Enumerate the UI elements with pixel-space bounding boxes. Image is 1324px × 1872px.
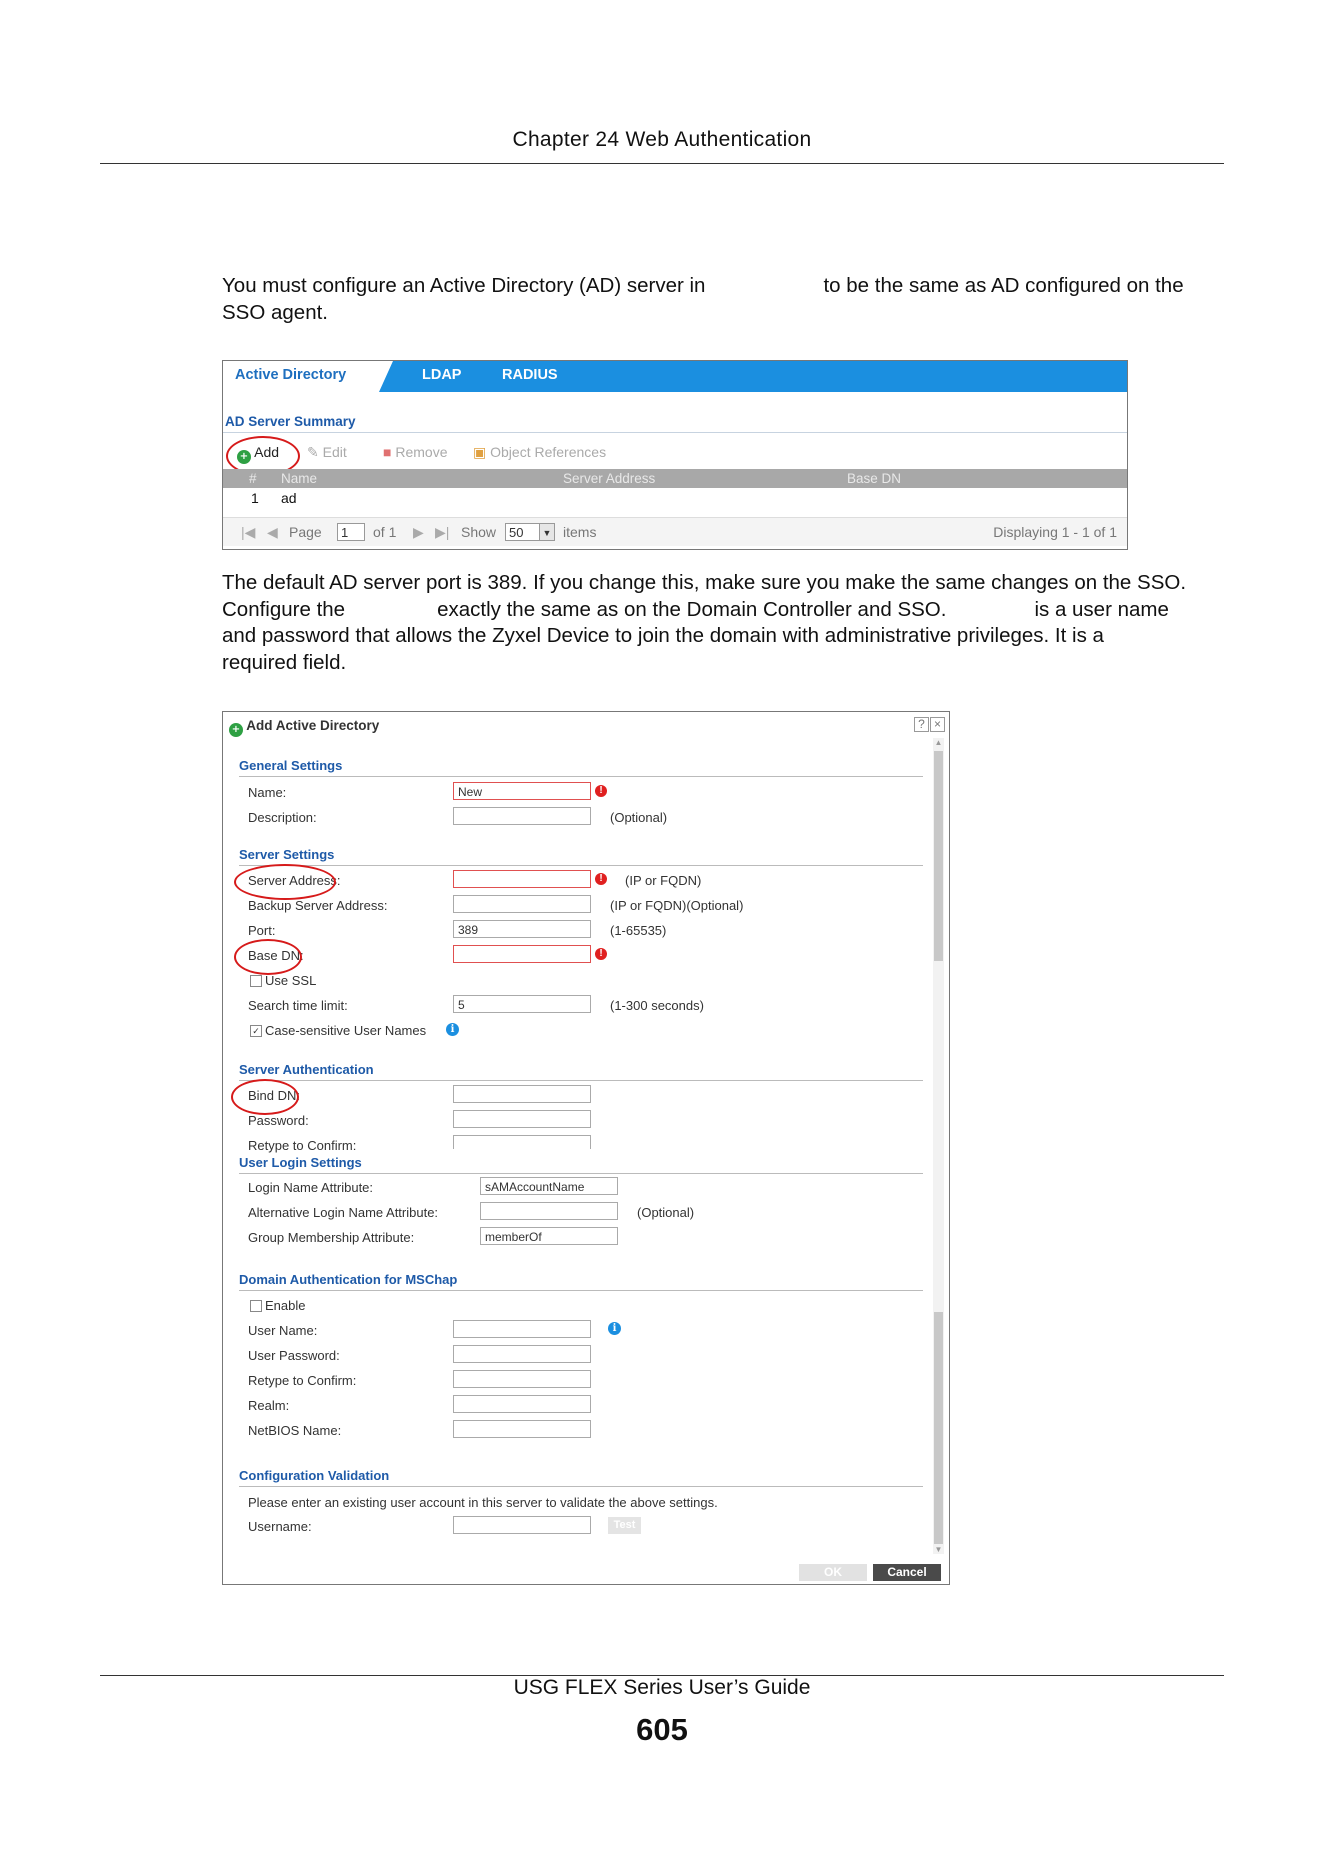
retype-confirm-input[interactable] [453,1135,591,1149]
page-size-value: 50 [509,525,524,540]
enable-checkbox[interactable] [250,1300,262,1312]
user-password-input[interactable] [453,1345,591,1363]
row-number: 1 [251,490,259,506]
netbios-name-label: NetBIOS Name: [248,1423,342,1438]
username-label: Username: [248,1519,312,1534]
realm-input[interactable] [453,1395,591,1413]
page-number: 605 [636,1712,688,1747]
user-name-input[interactable] [453,1320,591,1338]
server-settings-title: Server Settings [239,847,335,862]
retype-confirm-input[interactable] [453,1370,591,1388]
search-time-limit-hint: (1-300 seconds) [610,998,704,1013]
section-divider [239,1290,923,1291]
ok-button[interactable]: OK [799,1564,867,1581]
page-input[interactable]: 1 [337,523,365,541]
case-sensitive-label: Case-sensitive User Names [265,1023,427,1038]
port-hint: (1-65535) [610,923,667,938]
dialog-title [229,718,379,737]
validation-note: Please enter an existing user account in this server to validate the above settings. [248,1495,718,1510]
search-time-limit-input[interactable]: 5 [453,995,591,1013]
object-references-button[interactable] [473,444,606,461]
user-name-label: User Name: [248,1323,318,1338]
annotation-oval-base-dn [234,939,302,975]
server-address-label: Server Address: [248,873,341,888]
login-name-attribute-label: Login Name Attribute: [248,1180,374,1195]
scroll-down-icon[interactable]: ▼ [934,1545,943,1554]
header-rule [100,163,1224,164]
remove-label: Remove [395,444,448,460]
bind-dn-label: Bind DN: [248,1088,301,1103]
chevron-down-icon: ▼ [539,524,554,540]
page-of: of 1 [373,524,397,540]
section-divider [239,865,923,866]
edit-label: Edit [322,444,347,460]
configuration-validation-title: Configuration Validation [239,1468,390,1483]
para2-line1: The default AD server port is 389. If you change this, make sure you make the same changes on the SSO. [222,571,1187,594]
login-name-attribute-input[interactable]: sAMAccountName [480,1177,618,1195]
add-active-directory-dialog [222,711,950,1585]
page-size-select[interactable] [505,523,555,541]
password-input[interactable] [453,1110,591,1128]
col-server-address[interactable]: Server Address [563,471,656,486]
error-icon: ! [595,948,607,960]
items-label: items [563,524,597,540]
section-divider [239,1486,923,1487]
scroll-up-icon[interactable]: ▲ [934,738,943,747]
tab-ldap[interactable]: LDAP [422,367,462,383]
para2-line2b: exactly the same as on the Domain Controller and SSO. [437,597,947,621]
enable-label: Enable [265,1298,306,1313]
server-authentication-title: Server Authentication [239,1062,374,1077]
description-hint: (Optional) [610,810,668,825]
netbios-name-input[interactable] [453,1420,591,1438]
section-divider [239,1173,923,1174]
info-icon[interactable]: i [608,1322,621,1335]
intro-part1: You must configure an Active Directory (AD) server in [222,274,706,297]
error-icon: ! [595,785,607,797]
base-dn-input[interactable] [453,945,591,963]
alt-login-attribute-hint: (Optional) [637,1205,695,1220]
base-dn-label: Base DN: [248,948,304,963]
intro-part2: to be the same as AD configured on the SSO agent. [222,274,1184,324]
dialog-footer [223,1562,949,1584]
summary-divider [223,432,1127,433]
col-base-dn[interactable]: Base DN [847,471,902,486]
prev-page-icon[interactable]: ◀ [267,524,278,540]
alt-login-attribute-label: Alternative Login Name Attribute: [248,1205,439,1220]
case-sensitive-checkbox[interactable]: ✓ [250,1025,262,1037]
displaying-text: Displaying 1 - 1 of 1 [993,524,1117,540]
add-label: Add [254,444,280,460]
annotation-oval-server-address [234,864,336,900]
general-settings-title: General Settings [239,758,343,773]
section-divider [239,776,923,777]
backup-server-label: Backup Server Address: [248,898,388,913]
group-membership-label: Group Membership Attribute: [248,1230,415,1245]
use-ssl-label: Use SSL [265,973,317,988]
backup-server-input[interactable] [453,895,591,913]
show-label: Show [461,524,497,540]
server-address-hint: (IP or FQDN) [625,873,702,888]
pencil-icon: ✎ [307,444,319,460]
user-password-label: User Password: [248,1348,340,1363]
col-number: # [249,471,257,486]
pager [223,517,1127,546]
close-icon[interactable]: × [930,717,945,732]
cancel-button[interactable]: Cancel [873,1564,941,1581]
username-input[interactable] [453,1516,591,1534]
remove-button[interactable] [383,444,448,460]
description-label: Description: [248,810,317,825]
name-label: Name: [248,785,287,800]
bind-dn-input[interactable] [453,1085,591,1103]
table-row[interactable] [223,488,1127,509]
next-page-icon[interactable]: ▶ [413,524,424,540]
para2-line4: required field. [222,650,347,674]
edit-button[interactable] [307,444,347,461]
para2-line2c: is a user name [1034,597,1169,621]
references-icon: ▣ [473,444,487,460]
use-ssl-checkbox[interactable] [250,975,262,987]
scroll-thumb[interactable] [934,751,943,961]
user-login-settings-title: User Login Settings [239,1155,362,1170]
section-divider [239,1080,923,1081]
retype-confirm-label: Retype to Confirm: [248,1373,357,1388]
port-label: Port: [248,923,276,938]
annotation-oval-bind-dn [231,1079,299,1115]
alt-login-attribute-input[interactable] [480,1202,618,1220]
tab-active-directory[interactable]: Active Directory [223,361,379,392]
tab-bar [223,361,1127,392]
retype-confirm-label: Retype to Confirm: [248,1138,357,1153]
description-input[interactable] [453,807,591,825]
grid-header [223,469,1127,488]
col-name[interactable]: Name [281,471,318,486]
scroll-thumb-lower[interactable] [934,1312,943,1544]
object-references-label: Object References [490,444,607,460]
dialog-window-buttons [913,717,945,732]
para2-line2 [222,597,1232,624]
group-membership-input[interactable]: memberOf [480,1227,618,1245]
port-input[interactable]: 389 [453,920,591,938]
plus-circle-icon: + [237,450,251,464]
info-icon[interactable]: i [446,1023,459,1036]
running-head: Chapter 24 Web Authentication [512,128,812,151]
dialog-scrollbar[interactable] [933,738,944,1554]
name-input[interactable]: New [453,782,591,800]
tab-radius[interactable]: RADIUS [502,367,558,383]
first-page-icon[interactable]: |◀ [241,524,256,540]
dialog-title-text: Add Active Directory [246,718,380,733]
search-time-limit-label: Search time limit: [248,998,348,1013]
ad-server-summary-screenshot [222,360,1128,550]
intro-paragraph [222,273,1232,326]
realm-label: Realm: [248,1398,290,1413]
backup-server-hint: (IP or FQDN)(Optional) [610,898,744,913]
domain-authentication-title: Domain Authentication for MSChap [239,1272,458,1287]
guide-title: USG FLEX Series User’s Guide [513,1676,811,1699]
summary-title: AD Server Summary [225,414,356,429]
port-paragraph [222,570,1232,676]
server-address-input[interactable] [453,870,591,888]
row-name: ad [281,490,297,506]
last-page-icon[interactable]: ▶| [435,524,450,540]
para2-line2a: Configure the [222,597,346,621]
help-icon[interactable]: ? [914,717,929,732]
trash-icon: ■ [383,444,392,460]
error-icon: ! [595,873,607,885]
para2-line3: and password that allows the Zyxel Device to join the domain with administrative privileges. It is a [222,624,1104,647]
test-button[interactable]: Test [608,1517,641,1534]
plus-circle-icon: + [229,723,243,737]
page-label: Page [289,524,322,540]
password-label: Password: [248,1113,309,1128]
